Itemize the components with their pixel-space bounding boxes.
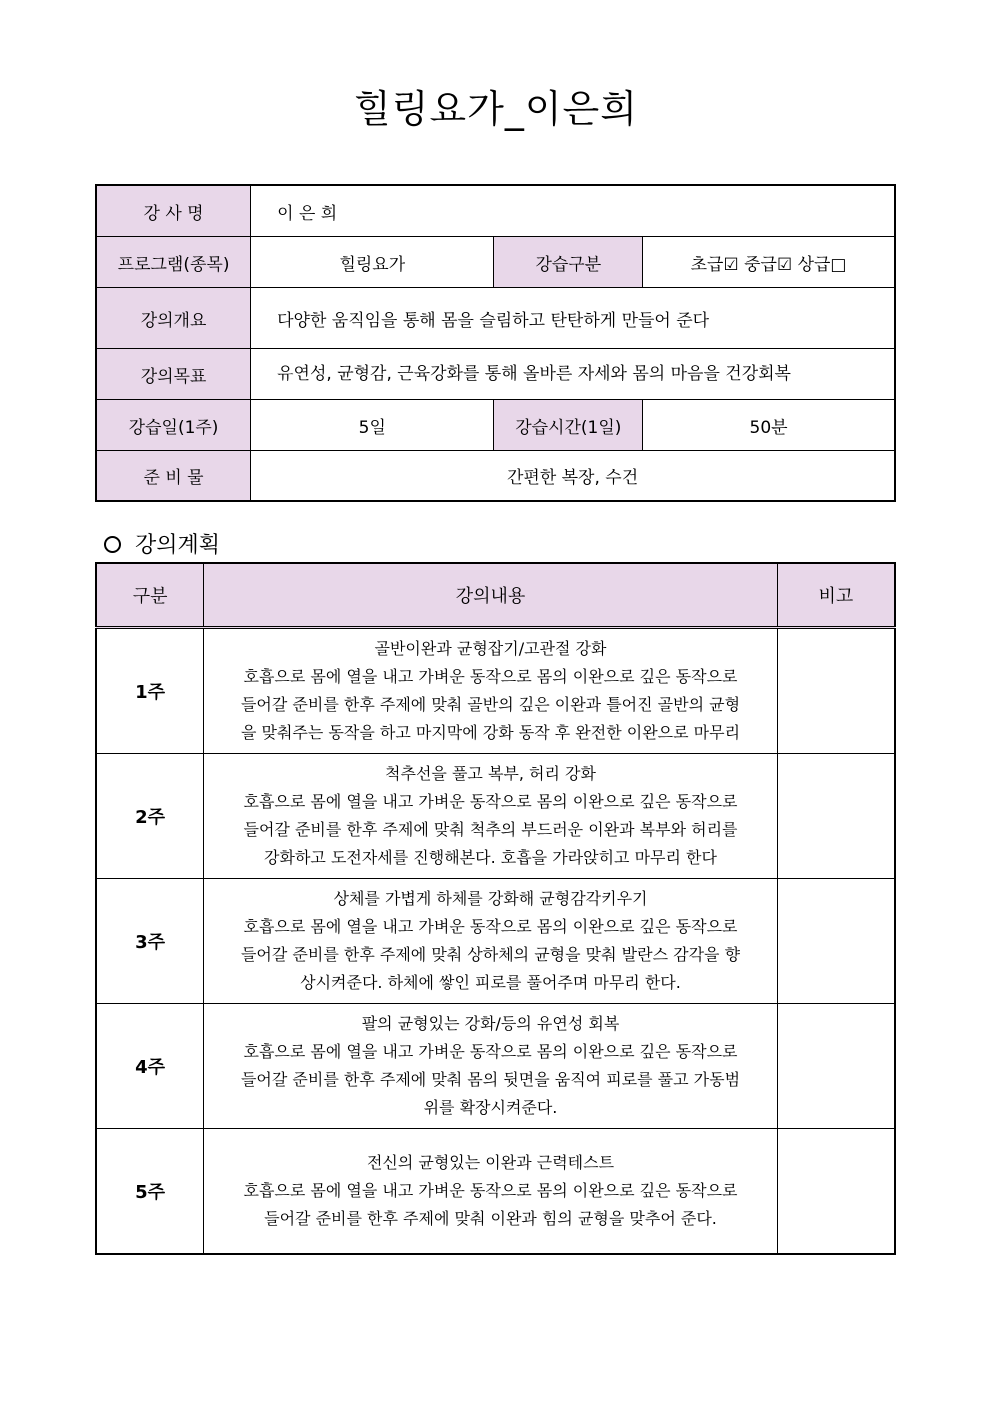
week-note (777, 628, 895, 754)
goal-value: 유연성, 균형감, 근육강화를 통해 올바른 자세와 몸의 마음을 건강회복 (251, 349, 895, 400)
week-topic: 척추선을 풀고 복부, 허리 강화 (385, 764, 596, 783)
week-description-line: 호흡으로 몸에 열을 내고 가벼운 동작으로 몸의 이완으로 깊은 동작으로 (243, 1042, 738, 1061)
circle-bullet-icon (104, 536, 121, 553)
week-description-line: 호흡으로 몸에 열을 내고 가벼운 동작으로 몸의 이완으로 깊은 동작으로 (243, 792, 738, 811)
week-topic: 전신의 균형있는 이완과 근력테스트 (366, 1153, 615, 1172)
lecture-plan-table (95, 562, 896, 1255)
week-description-line: 들어갈 준비를 한후 주제에 맞춰 척추의 부드러운 이완과 복부와 허리를 (243, 820, 738, 839)
week-description-line: 들어갈 준비를 한후 주제에 맞춰 골반의 깊은 이완과 틀어진 골반의 균형 (240, 695, 741, 714)
days-value: 5일 (251, 400, 494, 451)
week-note (777, 879, 895, 1004)
course-info-table (95, 184, 896, 502)
instructor-value: 이 은 희 (251, 185, 895, 237)
week-description-line: 호흡으로 몸에 열을 내고 가벼운 동작으로 몸의 이완으로 깊은 동작으로 (243, 1181, 738, 1200)
week-topic: 골반이완과 균형잡기/고관절 강화 (374, 639, 607, 658)
header-category: 구분 (96, 563, 204, 628)
table-row (96, 879, 895, 1004)
supplies-label: 준 비 물 (96, 451, 251, 502)
week-content (204, 628, 778, 754)
table-row (96, 1129, 895, 1255)
table-row (96, 1004, 895, 1129)
level-label: 강습구분 (494, 237, 643, 288)
program-value: 힐링요가 (251, 237, 494, 288)
week-description-line: 상시켜준다. 하체에 쌓인 피로를 풀어주며 마무리 한다. (300, 973, 681, 992)
week-label: 2주 (96, 754, 204, 879)
level-value: 초급☑ 중급☑ 상급□ (643, 237, 895, 288)
week-content (204, 754, 778, 879)
week-label: 4주 (96, 1004, 204, 1129)
header-note: 비고 (777, 563, 895, 628)
time-value: 50분 (643, 400, 895, 451)
table-row (96, 754, 895, 879)
program-label: 프로그램(종목) (96, 237, 251, 288)
overview-value: 다양한 움직임을 통해 몸을 슬림하고 탄탄하게 만들어 준다 (251, 288, 895, 349)
section-heading (104, 528, 220, 559)
week-label: 3주 (96, 879, 204, 1004)
days-label: 강습일(1주) (96, 400, 251, 451)
week-note (777, 1004, 895, 1129)
week-description-line: 호흡으로 몸에 열을 내고 가벼운 동작으로 몸의 이완으로 깊은 동작으로 (243, 917, 738, 936)
week-description-line: 을 맞춰주는 동작을 하고 마지막에 강화 동작 후 완전한 이완으로 마무리 (240, 723, 741, 742)
week-note (777, 754, 895, 879)
week-label: 1주 (96, 628, 204, 754)
overview-label: 강의개요 (96, 288, 251, 349)
week-description-line: 들어갈 준비를 한후 주제에 맞춰 이완과 힘의 균형을 맞추어 준다. (264, 1209, 717, 1228)
week-description-line: 들어갈 준비를 한후 주제에 맞춰 몸의 뒷면을 움직여 피로를 풀고 가동범 (240, 1070, 741, 1089)
goal-label: 강의목표 (96, 349, 251, 400)
week-topic: 팔의 균형있는 강화/등의 유연성 회복 (361, 1014, 620, 1033)
supplies-value: 간편한 복장, 수건 (251, 451, 895, 502)
week-note (777, 1129, 895, 1255)
week-description-line: 들어갈 준비를 한후 주제에 맞춰 상하체의 균형을 맞춰 발란스 감각을 향 (240, 945, 741, 964)
week-description-line: 위를 확장시켜준다. (423, 1098, 558, 1117)
header-content: 강의내용 (204, 563, 778, 628)
section-title: 강의계획 (135, 533, 221, 558)
instructor-label: 강 사 명 (96, 185, 251, 237)
week-content (204, 1129, 778, 1255)
week-content (204, 1004, 778, 1129)
table-row (96, 628, 895, 754)
week-label: 5주 (96, 1129, 204, 1255)
week-description-line: 강화하고 도전자세를 진행해본다. 호흡을 가라앉히고 마무리 한다 (264, 848, 717, 867)
page-title: 힐링요가_이은희 (354, 87, 638, 131)
week-content (204, 879, 778, 1004)
time-label: 강습시간(1일) (494, 400, 643, 451)
week-description-line: 호흡으로 몸에 열을 내고 가벼운 동작으로 몸의 이완으로 깊은 동작으로 (243, 667, 738, 686)
week-topic: 상체를 가볍게 하체를 강화해 균형감각키우기 (333, 889, 648, 908)
